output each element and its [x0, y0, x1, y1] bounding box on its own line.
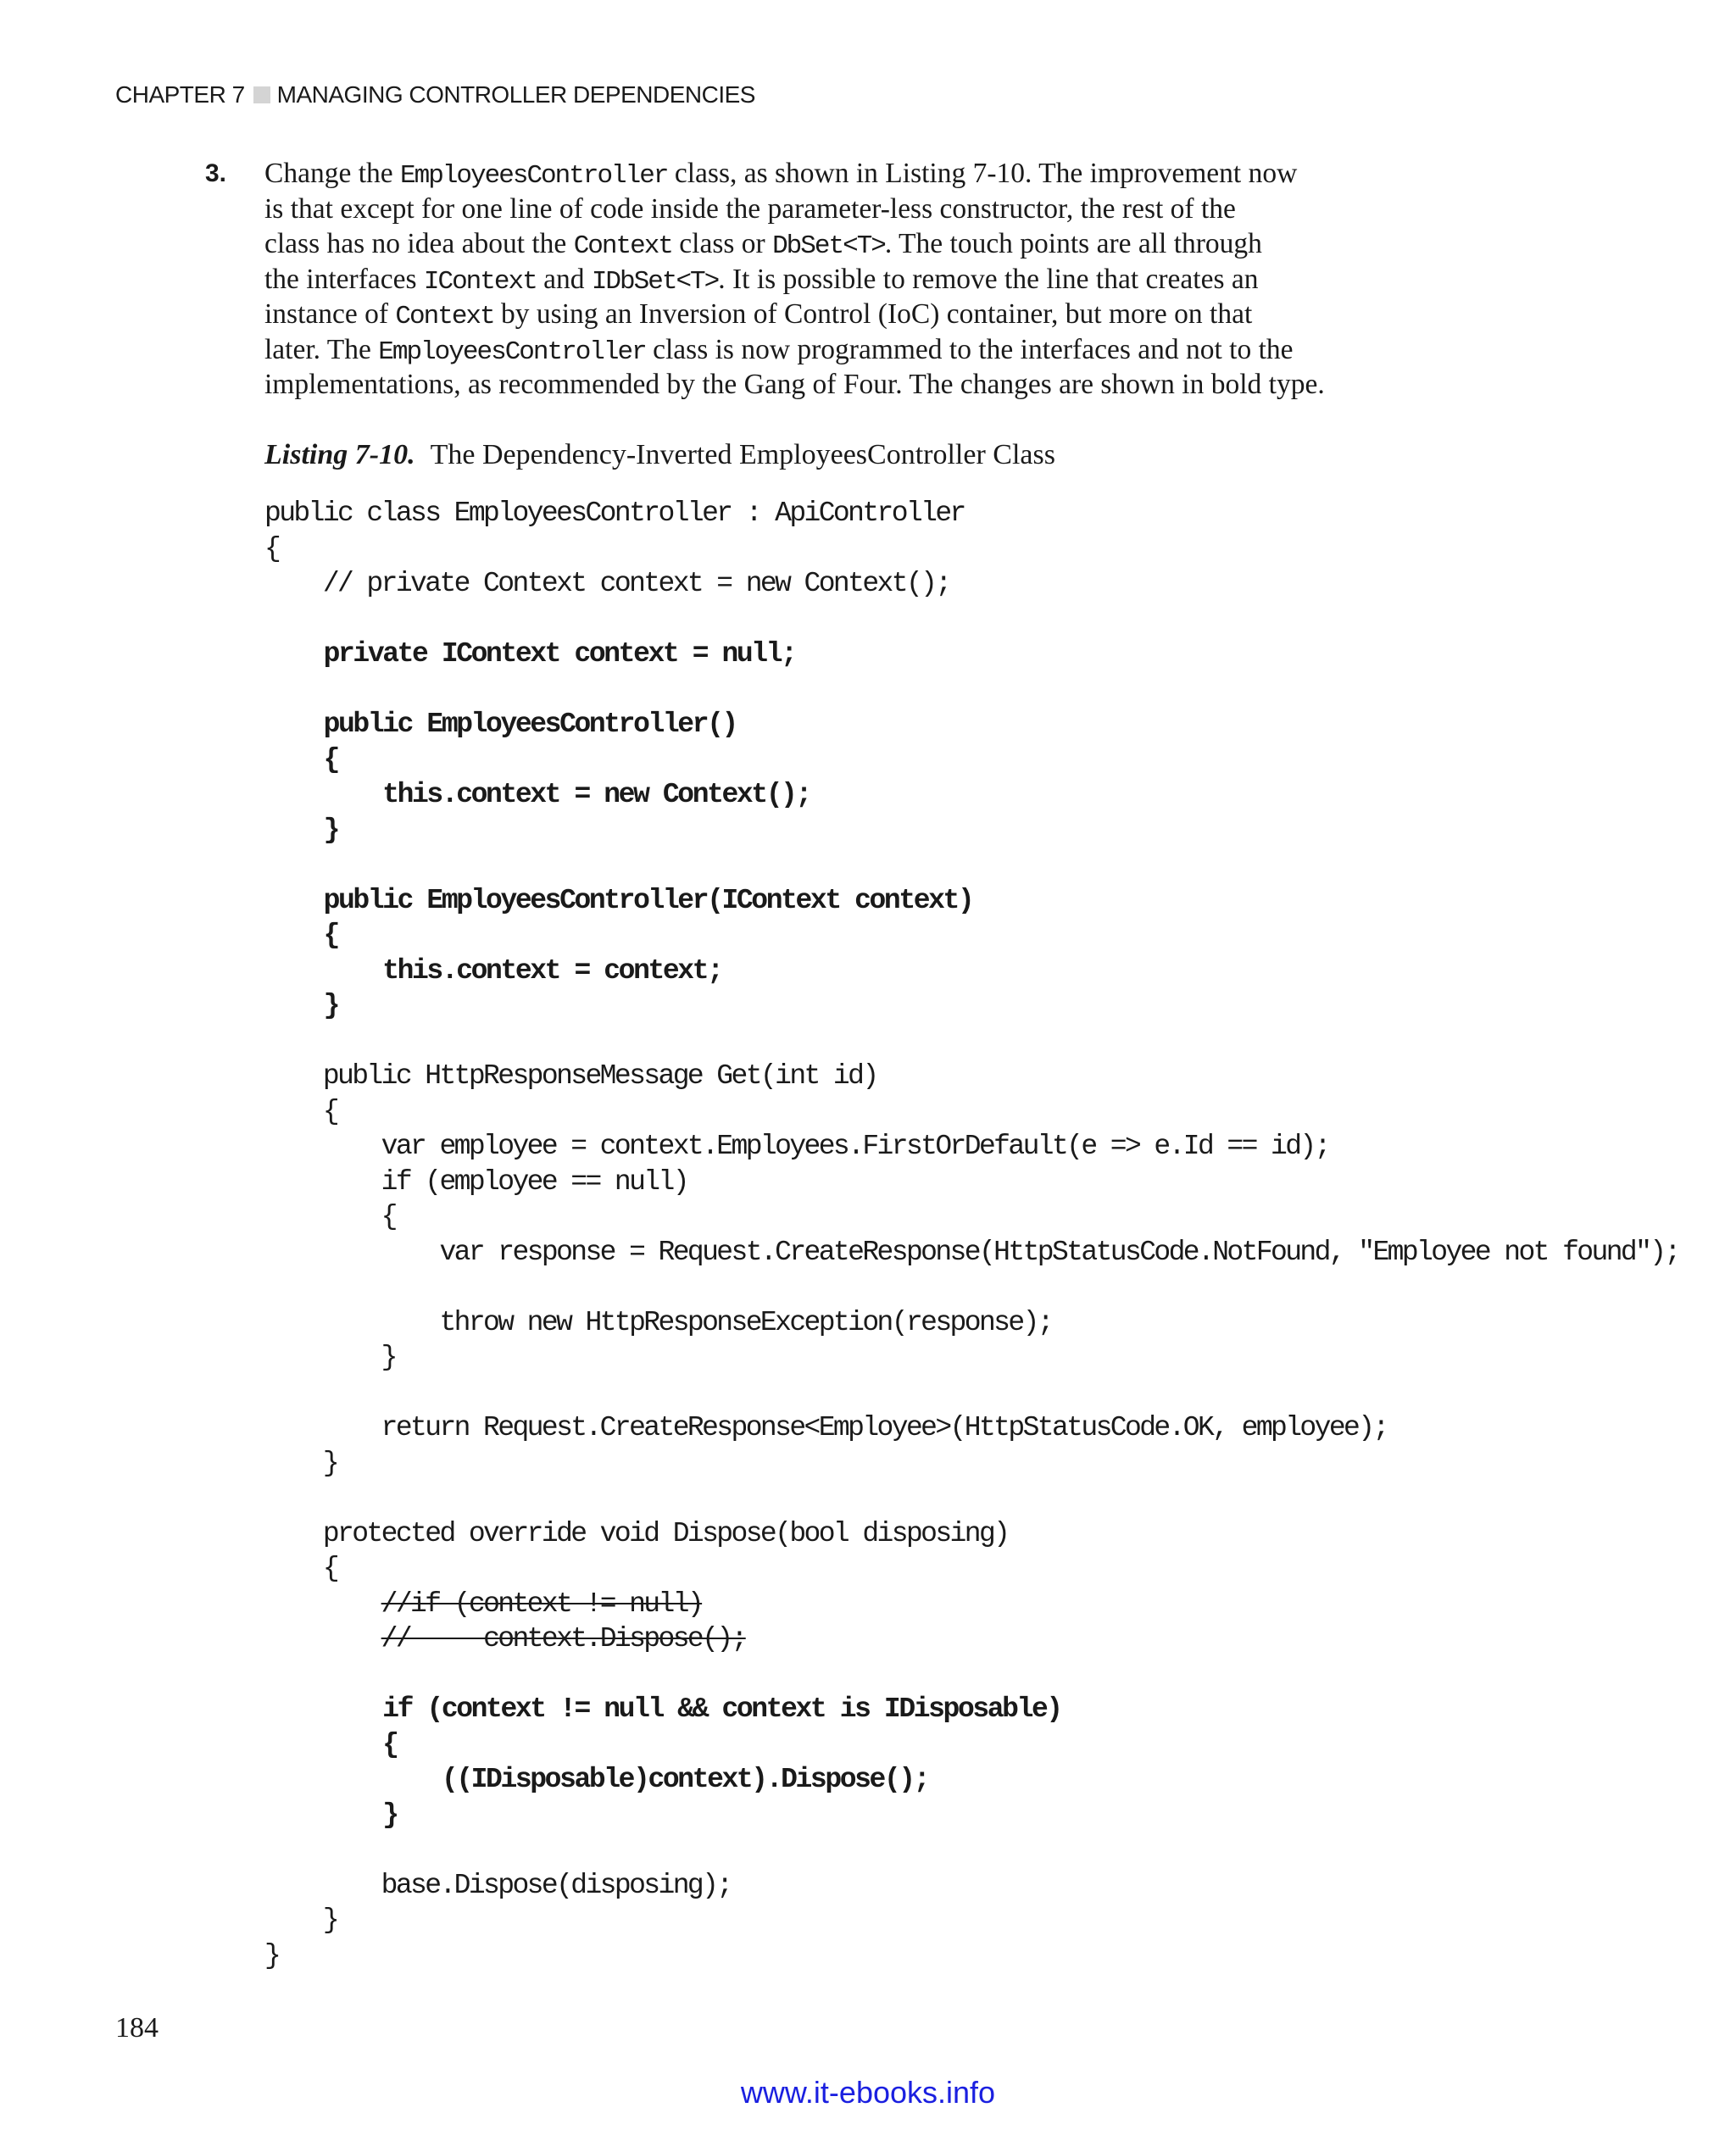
code-line: {	[264, 743, 339, 776]
code-line: this.context = context;	[264, 954, 722, 987]
step-paragraph	[264, 156, 1392, 403]
paragraph-text: the interfaces	[264, 263, 424, 295]
paragraph-line	[264, 262, 1392, 298]
code-line	[264, 1832, 1679, 1868]
inline-code: EmployeesController	[378, 336, 646, 367]
code-line: var response = Request.CreateResponse(HttpStatusCode.NotFound, "Employee not found");	[264, 1236, 1679, 1268]
inline-code: Context	[395, 302, 494, 331]
paragraph-text: . The touch points are all through	[884, 228, 1262, 259]
struck-code: //if (context != null)	[381, 1588, 703, 1620]
inline-code: Context	[573, 231, 672, 261]
code-line: }	[264, 1447, 338, 1479]
code-line: {	[264, 1095, 338, 1127]
inline-code: IDbSet<T>	[591, 266, 719, 297]
code-line	[264, 602, 1679, 637]
paragraph-text: Change the	[264, 158, 401, 189]
paragraph-line	[264, 332, 1392, 368]
paragraph-line	[264, 367, 1392, 403]
code-line: {	[264, 1201, 396, 1232]
code-line: return Request.CreateResponse<Employee>(HttpStatusCode.OK, employee);	[264, 1412, 1388, 1443]
paragraph-text: by using an Inversion of Control (IoC) container, but more on that	[493, 298, 1253, 330]
code-line: // private Context context = new Context();	[264, 568, 950, 599]
code-line	[264, 1376, 1679, 1411]
code-line: public EmployeesController(IContext context)	[264, 884, 973, 916]
paragraph-text: implementations, as recommended by the Gang of Four. The changes are shown in bold type.	[264, 369, 1325, 400]
code-line	[264, 1024, 1679, 1059]
chapter-label: CHAPTER 7	[115, 81, 245, 108]
paragraph-text: instance of	[264, 298, 396, 330]
code-line: public HttpResponseMessage Get(int id)	[264, 1060, 877, 1092]
code-line: }	[264, 814, 339, 846]
paragraph-text: is that except for one line of code inside the parameter-less constructor, the rest of the	[264, 192, 1236, 225]
running-head	[115, 81, 755, 108]
code-line	[264, 1621, 1679, 1657]
step-number: 3.	[205, 159, 227, 187]
paragraph-line	[264, 226, 1392, 262]
page-number: 184	[115, 2012, 159, 2044]
footer-link[interactable]: www.it-ebooks.info	[740, 2075, 996, 2110]
code-line	[264, 848, 1679, 883]
inline-code: DbSet<T>	[772, 231, 885, 261]
code-line: }	[264, 1905, 338, 1936]
paragraph-text: class or	[671, 228, 773, 259]
code-line: public class EmployeesController : ApiController	[264, 498, 965, 529]
paragraph-text: later. The	[264, 333, 379, 365]
code-line	[264, 1270, 1679, 1305]
paragraph-text: . It is possible to remove the line that creates an	[718, 263, 1259, 295]
paragraph-line	[264, 192, 1392, 227]
code-line: }	[264, 990, 339, 1021]
code-line: public EmployeesController()	[264, 709, 737, 740]
listing-label: Listing 7-10.	[264, 439, 415, 470]
struck-code: // context.Dispose();	[381, 1623, 746, 1654]
code-line	[264, 1587, 1679, 1622]
code-line: }	[264, 1939, 280, 1971]
code-line	[264, 1657, 1679, 1693]
code-listing	[264, 496, 1679, 1973]
chapter-title: MANAGING CONTROLLER DEPENDENCIES	[276, 81, 755, 108]
inline-code: IContext	[423, 266, 537, 297]
code-line: this.context = new Context();	[264, 779, 810, 810]
code-line: ((IDisposable)context).Dispose();	[264, 1764, 929, 1795]
paragraph-line	[264, 297, 1392, 332]
code-line: {	[264, 920, 339, 951]
code-line: {	[264, 532, 280, 564]
code-line: {	[264, 1728, 398, 1760]
paragraph-line	[264, 156, 1392, 192]
separator-square-icon	[253, 86, 270, 103]
code-line	[264, 672, 1679, 708]
paragraph-text: and	[536, 263, 592, 295]
code-line: throw new HttpResponseException(response);	[264, 1306, 1052, 1338]
paragraph-text: class, as shown in Listing 7-10. The improvement now	[667, 158, 1298, 189]
code-line: }	[264, 1342, 396, 1373]
code-line	[264, 1481, 1679, 1516]
code-line: private IContext context = null;	[264, 638, 796, 670]
code-line: if (context != null && context is IDisposable)	[264, 1693, 1061, 1725]
paragraph-text: class has no idea about the	[264, 228, 574, 259]
code-line: base.Dispose(disposing);	[264, 1869, 732, 1901]
inline-code: EmployeesController	[400, 161, 668, 191]
code-line: {	[264, 1553, 338, 1584]
listing-title: The Dependency-Inverted EmployeesController Class	[430, 439, 1055, 470]
code-line: }	[264, 1799, 398, 1831]
code-line: var employee = context.Employees.FirstOrDefault(e => e.Id == id);	[264, 1131, 1329, 1162]
code-line: protected override void Dispose(bool disposing)	[264, 1517, 1009, 1549]
code-line: if (employee == null)	[264, 1165, 687, 1198]
paragraph-text: class is now programmed to the interfaces and not to the	[645, 333, 1294, 365]
listing-caption	[264, 439, 1055, 471]
